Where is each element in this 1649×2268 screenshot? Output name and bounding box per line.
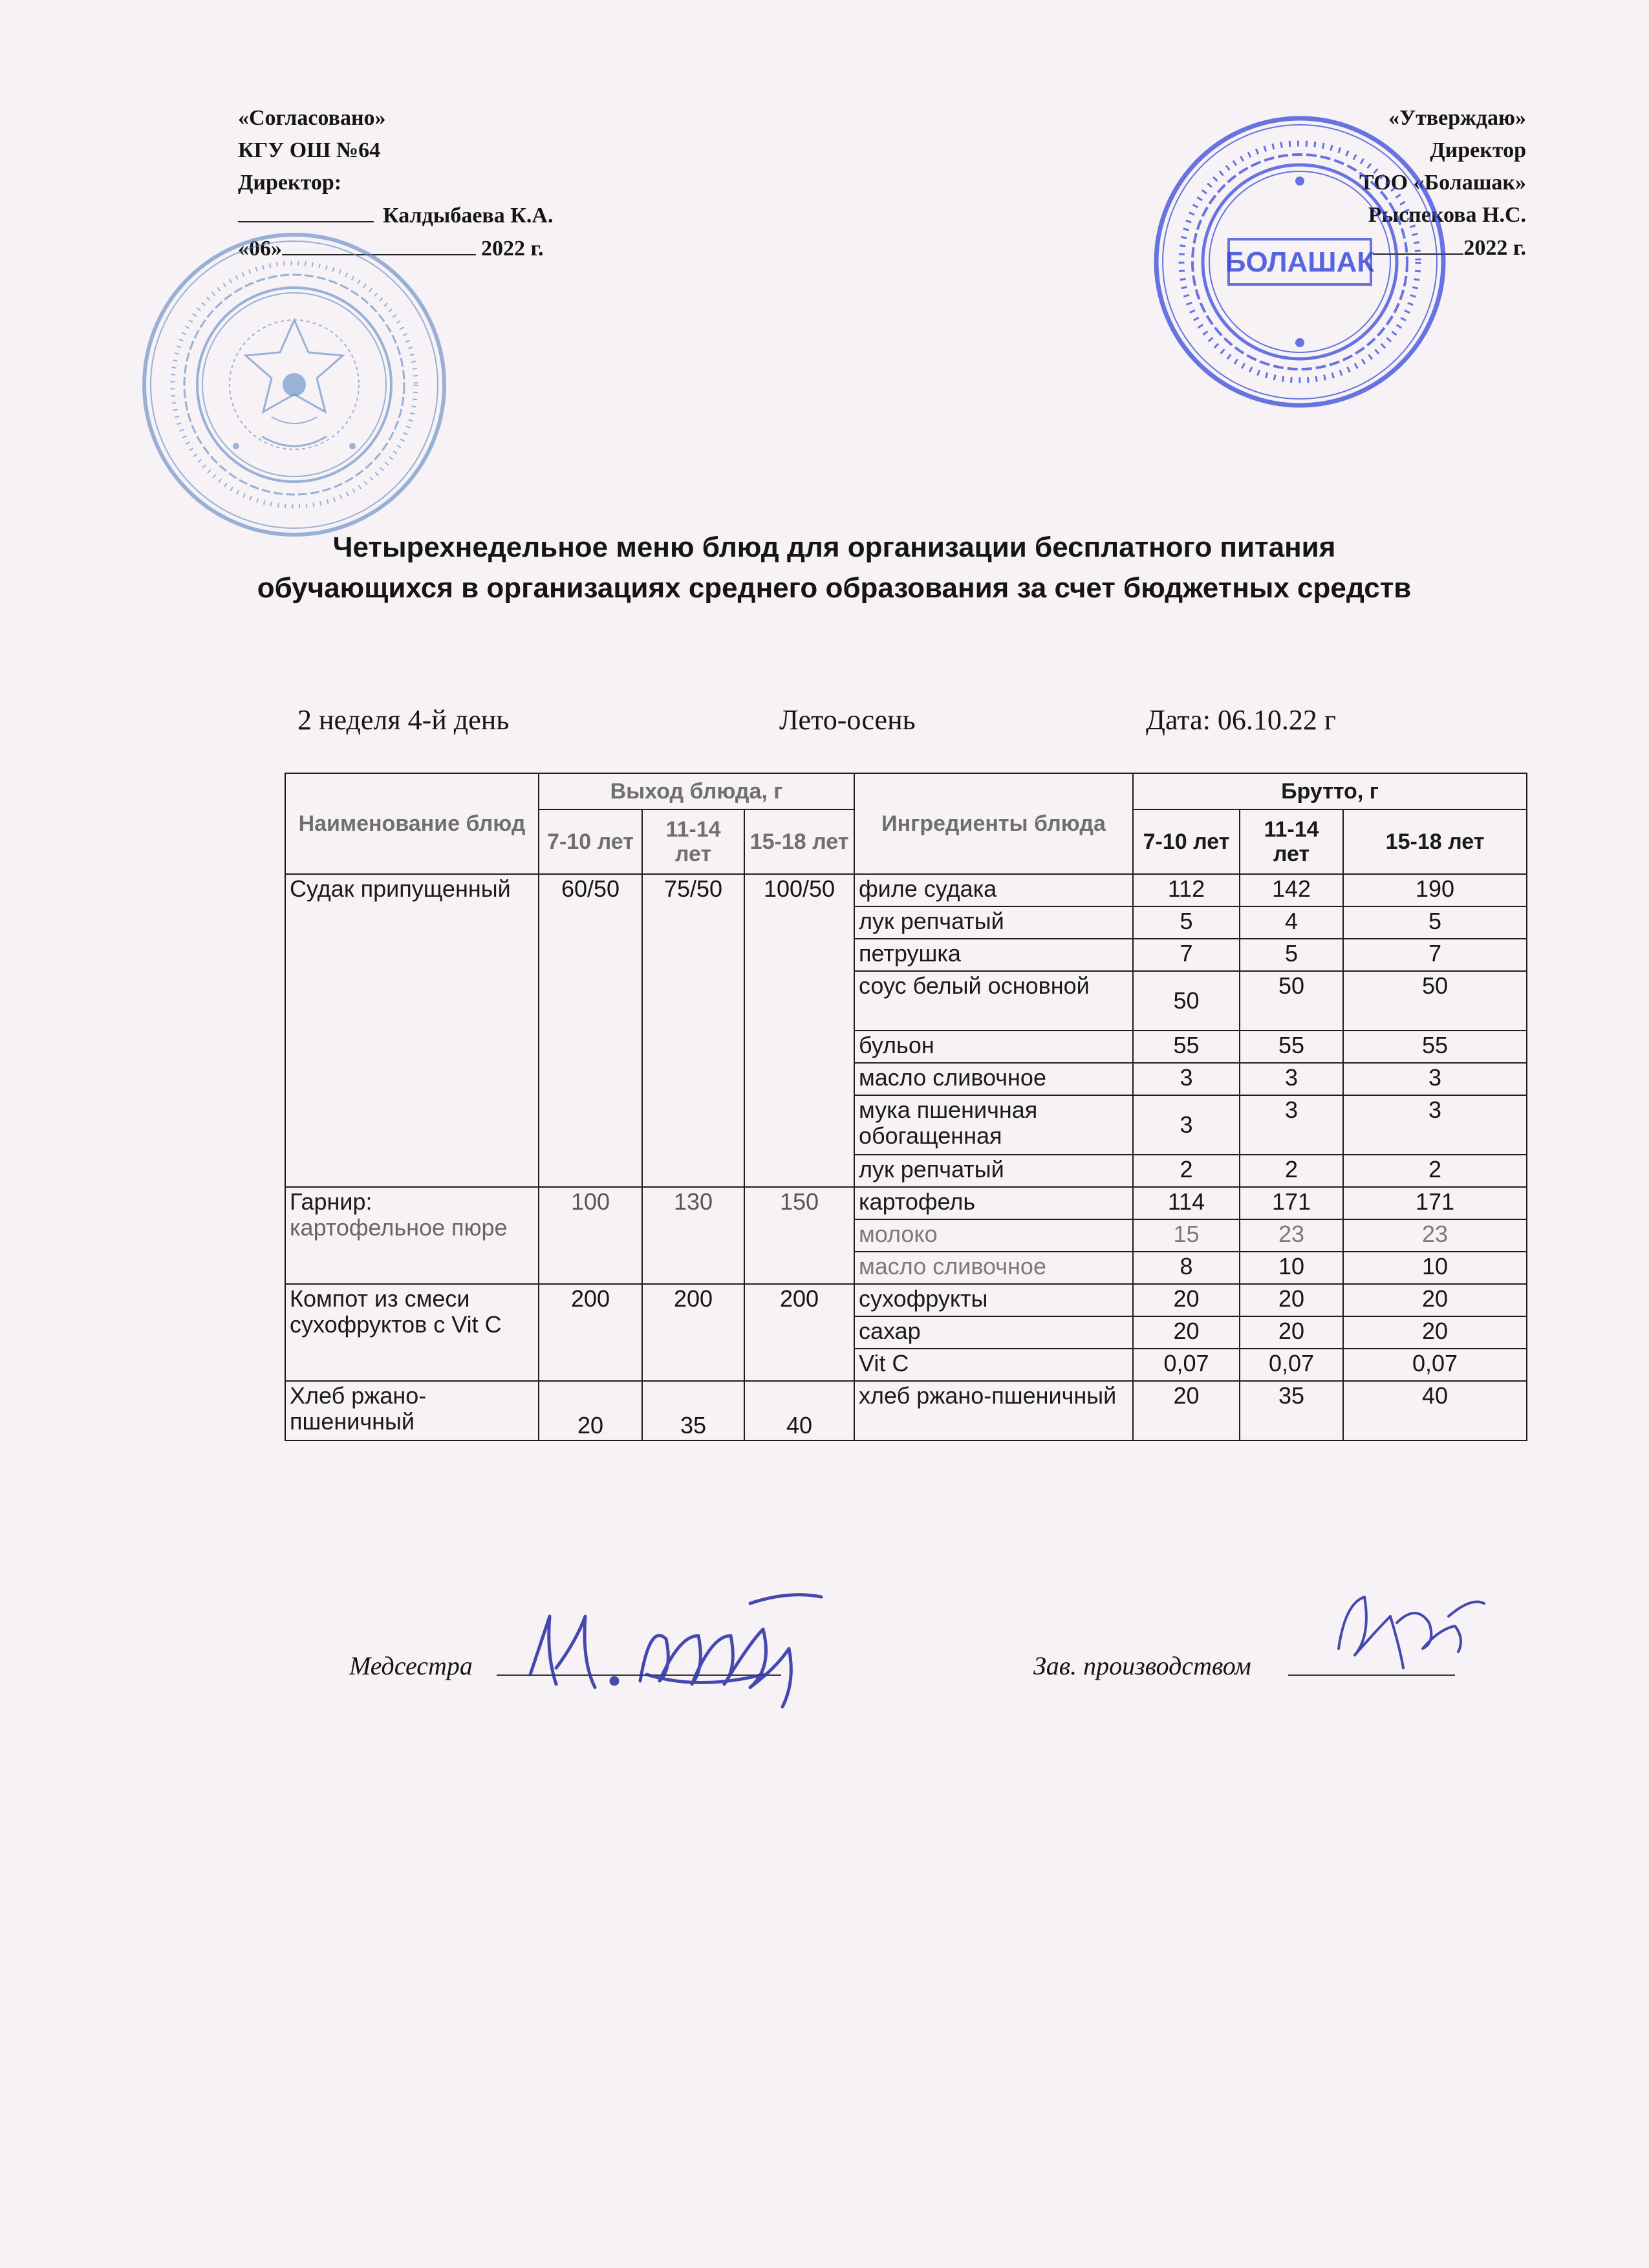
output-age-15-18: 40 — [744, 1381, 854, 1440]
dish-name-main: Гарнир: — [290, 1188, 372, 1215]
season-label: Лето-осень — [779, 704, 916, 736]
gross-age-15-18: 2 — [1343, 1155, 1527, 1187]
ingredient: молоко — [854, 1219, 1133, 1252]
date-label: Дата: 06.10.22 г — [1146, 704, 1336, 736]
gross-age-15-18: 55 — [1343, 1031, 1527, 1063]
output-age-7-10: 200 — [539, 1284, 642, 1381]
approval-right-name: Рыспекова Н.С. — [1368, 203, 1526, 227]
gross-age-7-10: 20 — [1133, 1381, 1240, 1440]
document-title: Четырехнедельное меню блюд для организации бесплатного питания обучающихся в организациях среднего образования за счет бюджетных средств — [257, 531, 1412, 604]
approval-left-day: «06» — [238, 237, 282, 261]
gross-age-15-18: 5 — [1343, 906, 1527, 939]
gross-age-7-10: 3 — [1133, 1095, 1240, 1155]
production-label: Зав. производством — [1033, 1651, 1251, 1680]
gross-age-15-18: 10 — [1343, 1252, 1527, 1284]
gross-age-11-14: 55 — [1240, 1031, 1343, 1063]
output-age-11-14: 130 — [642, 1187, 744, 1284]
header-dish: Наименование блюд — [285, 773, 539, 874]
dish-name — [285, 1187, 539, 1284]
output-age-7-10: 60/50 — [539, 874, 642, 1187]
gross-age-7-10: 112 — [1133, 874, 1240, 906]
ingredient: лук репчатый — [854, 906, 1133, 939]
header-output-age-11-14: 11-14 лет — [642, 809, 744, 874]
approval-right-org: ТОО «Болашак» — [1359, 171, 1526, 195]
gross-age-7-10: 0,07 — [1133, 1349, 1240, 1381]
approval-left-org: КГУ ОШ №64 — [238, 138, 381, 162]
header-gross-age-11-14: 11-14 лет — [1240, 809, 1343, 874]
ingredient: картофель — [854, 1187, 1133, 1219]
menu-table — [285, 773, 1527, 1441]
output-age-15-18: 200 — [744, 1284, 854, 1381]
dish-name: Судак припущенный — [285, 874, 539, 1187]
gross-age-7-10: 114 — [1133, 1187, 1240, 1219]
week-day-label: 2 неделя 4-й день — [297, 704, 510, 736]
gross-age-15-18: 50 — [1343, 971, 1527, 1031]
gross-age-15-18: 23 — [1343, 1219, 1527, 1252]
dish-name: Хлеб ржано-пшеничный — [285, 1381, 539, 1440]
gross-age-11-14: 4 — [1240, 906, 1343, 939]
ingredient: филе судака — [854, 874, 1133, 906]
table-row — [285, 1284, 1527, 1316]
gross-age-11-14: 2 — [1240, 1155, 1343, 1187]
round-seal-right — [1148, 110, 1452, 414]
gross-age-11-14: 10 — [1240, 1252, 1343, 1284]
gross-age-11-14: 23 — [1240, 1219, 1343, 1252]
dish-name-sub: картофельное пюре — [290, 1214, 508, 1241]
dish-name: Компот из смеси сухофруктов с Vit C — [285, 1284, 539, 1381]
gross-age-15-18: 7 — [1343, 939, 1527, 971]
output-age-11-14: 35 — [642, 1381, 744, 1440]
gross-age-11-14: 3 — [1240, 1095, 1343, 1155]
gross-age-15-18: 3 — [1343, 1063, 1527, 1095]
approval-left-name: Калдыбаева К.А. — [383, 204, 554, 228]
gross-age-11-14: 35 — [1240, 1381, 1343, 1440]
round-seal-left — [133, 223, 456, 546]
ingredient: мука пшеничная обогащенная — [854, 1095, 1133, 1155]
output-age-11-14: 75/50 — [642, 874, 744, 1187]
approval-left-year: 2022 г. — [481, 237, 544, 261]
approval-right-label: «Утверждаю» — [1388, 106, 1526, 130]
gross-age-11-14: 5 — [1240, 939, 1343, 971]
gross-age-15-18: 3 — [1343, 1095, 1527, 1155]
gross-age-15-18: 20 — [1343, 1316, 1527, 1349]
output-age-11-14: 200 — [642, 1284, 744, 1381]
output-age-7-10: 100 — [539, 1187, 642, 1284]
gross-age-7-10: 55 — [1133, 1031, 1240, 1063]
ingredient: Vit C — [854, 1349, 1133, 1381]
gross-age-11-14: 20 — [1240, 1316, 1343, 1349]
table-row — [285, 1381, 1527, 1440]
header-gross-age-15-18: 15-18 лет — [1343, 809, 1527, 874]
approval-right-role: Директор — [1430, 138, 1526, 162]
gross-age-15-18: 190 — [1343, 874, 1527, 906]
ingredient: сахар — [854, 1316, 1133, 1349]
output-age-7-10: 20 — [539, 1381, 642, 1440]
gross-age-7-10: 20 — [1133, 1284, 1240, 1316]
header-output-age-15-18: 15-18 лет — [744, 809, 854, 874]
ingredient: соус белый основной — [854, 971, 1133, 1031]
gross-age-7-10: 2 — [1133, 1155, 1240, 1187]
signature-slot — [238, 199, 374, 222]
gross-age-15-18: 0,07 — [1343, 1349, 1527, 1381]
ingredient: бульон — [854, 1031, 1133, 1063]
gross-age-7-10: 50 — [1133, 971, 1240, 1031]
ingredient: сухофрукты — [854, 1284, 1133, 1316]
header-gross: Брутто, г — [1133, 773, 1527, 809]
gross-age-7-10: 15 — [1133, 1219, 1240, 1252]
seal-right-center-text: БОЛАШАК — [1225, 246, 1375, 278]
gross-age-11-14: 171 — [1240, 1187, 1343, 1219]
production-signature — [1326, 1578, 1494, 1681]
gross-age-15-18: 40 — [1343, 1381, 1527, 1440]
nurse-signature — [517, 1578, 854, 1720]
ingredient: масло сливочное — [854, 1252, 1133, 1284]
table-row — [285, 874, 1527, 906]
gross-age-7-10: 8 — [1133, 1252, 1240, 1284]
header-output: Выход блюда, г — [539, 773, 854, 809]
gross-age-11-14: 0,07 — [1240, 1349, 1343, 1381]
header-ingredients: Ингредиенты блюда — [854, 773, 1133, 874]
approval-left-role: Директор: — [238, 171, 342, 195]
gross-age-11-14: 50 — [1240, 971, 1343, 1031]
header-gross-age-7-10: 7-10 лет — [1133, 809, 1240, 874]
gross-age-15-18: 20 — [1343, 1284, 1527, 1316]
gross-age-15-18: 171 — [1343, 1187, 1527, 1219]
gross-age-11-14: 3 — [1240, 1063, 1343, 1095]
output-age-15-18: 100/50 — [744, 874, 854, 1187]
gross-age-7-10: 7 — [1133, 939, 1240, 971]
approval-right-year: 2022 г. — [1463, 236, 1526, 260]
ingredient: хлеб ржано-пшеничный — [854, 1381, 1133, 1440]
header-output-age-7-10: 7-10 лет — [539, 809, 642, 874]
ingredient: петрушка — [854, 939, 1133, 971]
gross-age-7-10: 20 — [1133, 1316, 1240, 1349]
gross-age-7-10: 3 — [1133, 1063, 1240, 1095]
approval-left-label: «Согласовано» — [238, 106, 386, 130]
gross-age-7-10: 5 — [1133, 906, 1240, 939]
ingredient: масло сливочное — [854, 1063, 1133, 1095]
table-row — [285, 1187, 1527, 1219]
output-age-15-18: 150 — [744, 1187, 854, 1284]
ingredient: лук репчатый — [854, 1155, 1133, 1187]
gross-age-11-14: 142 — [1240, 874, 1343, 906]
nurse-label: Медсестра — [349, 1651, 473, 1680]
gross-age-11-14: 20 — [1240, 1284, 1343, 1316]
